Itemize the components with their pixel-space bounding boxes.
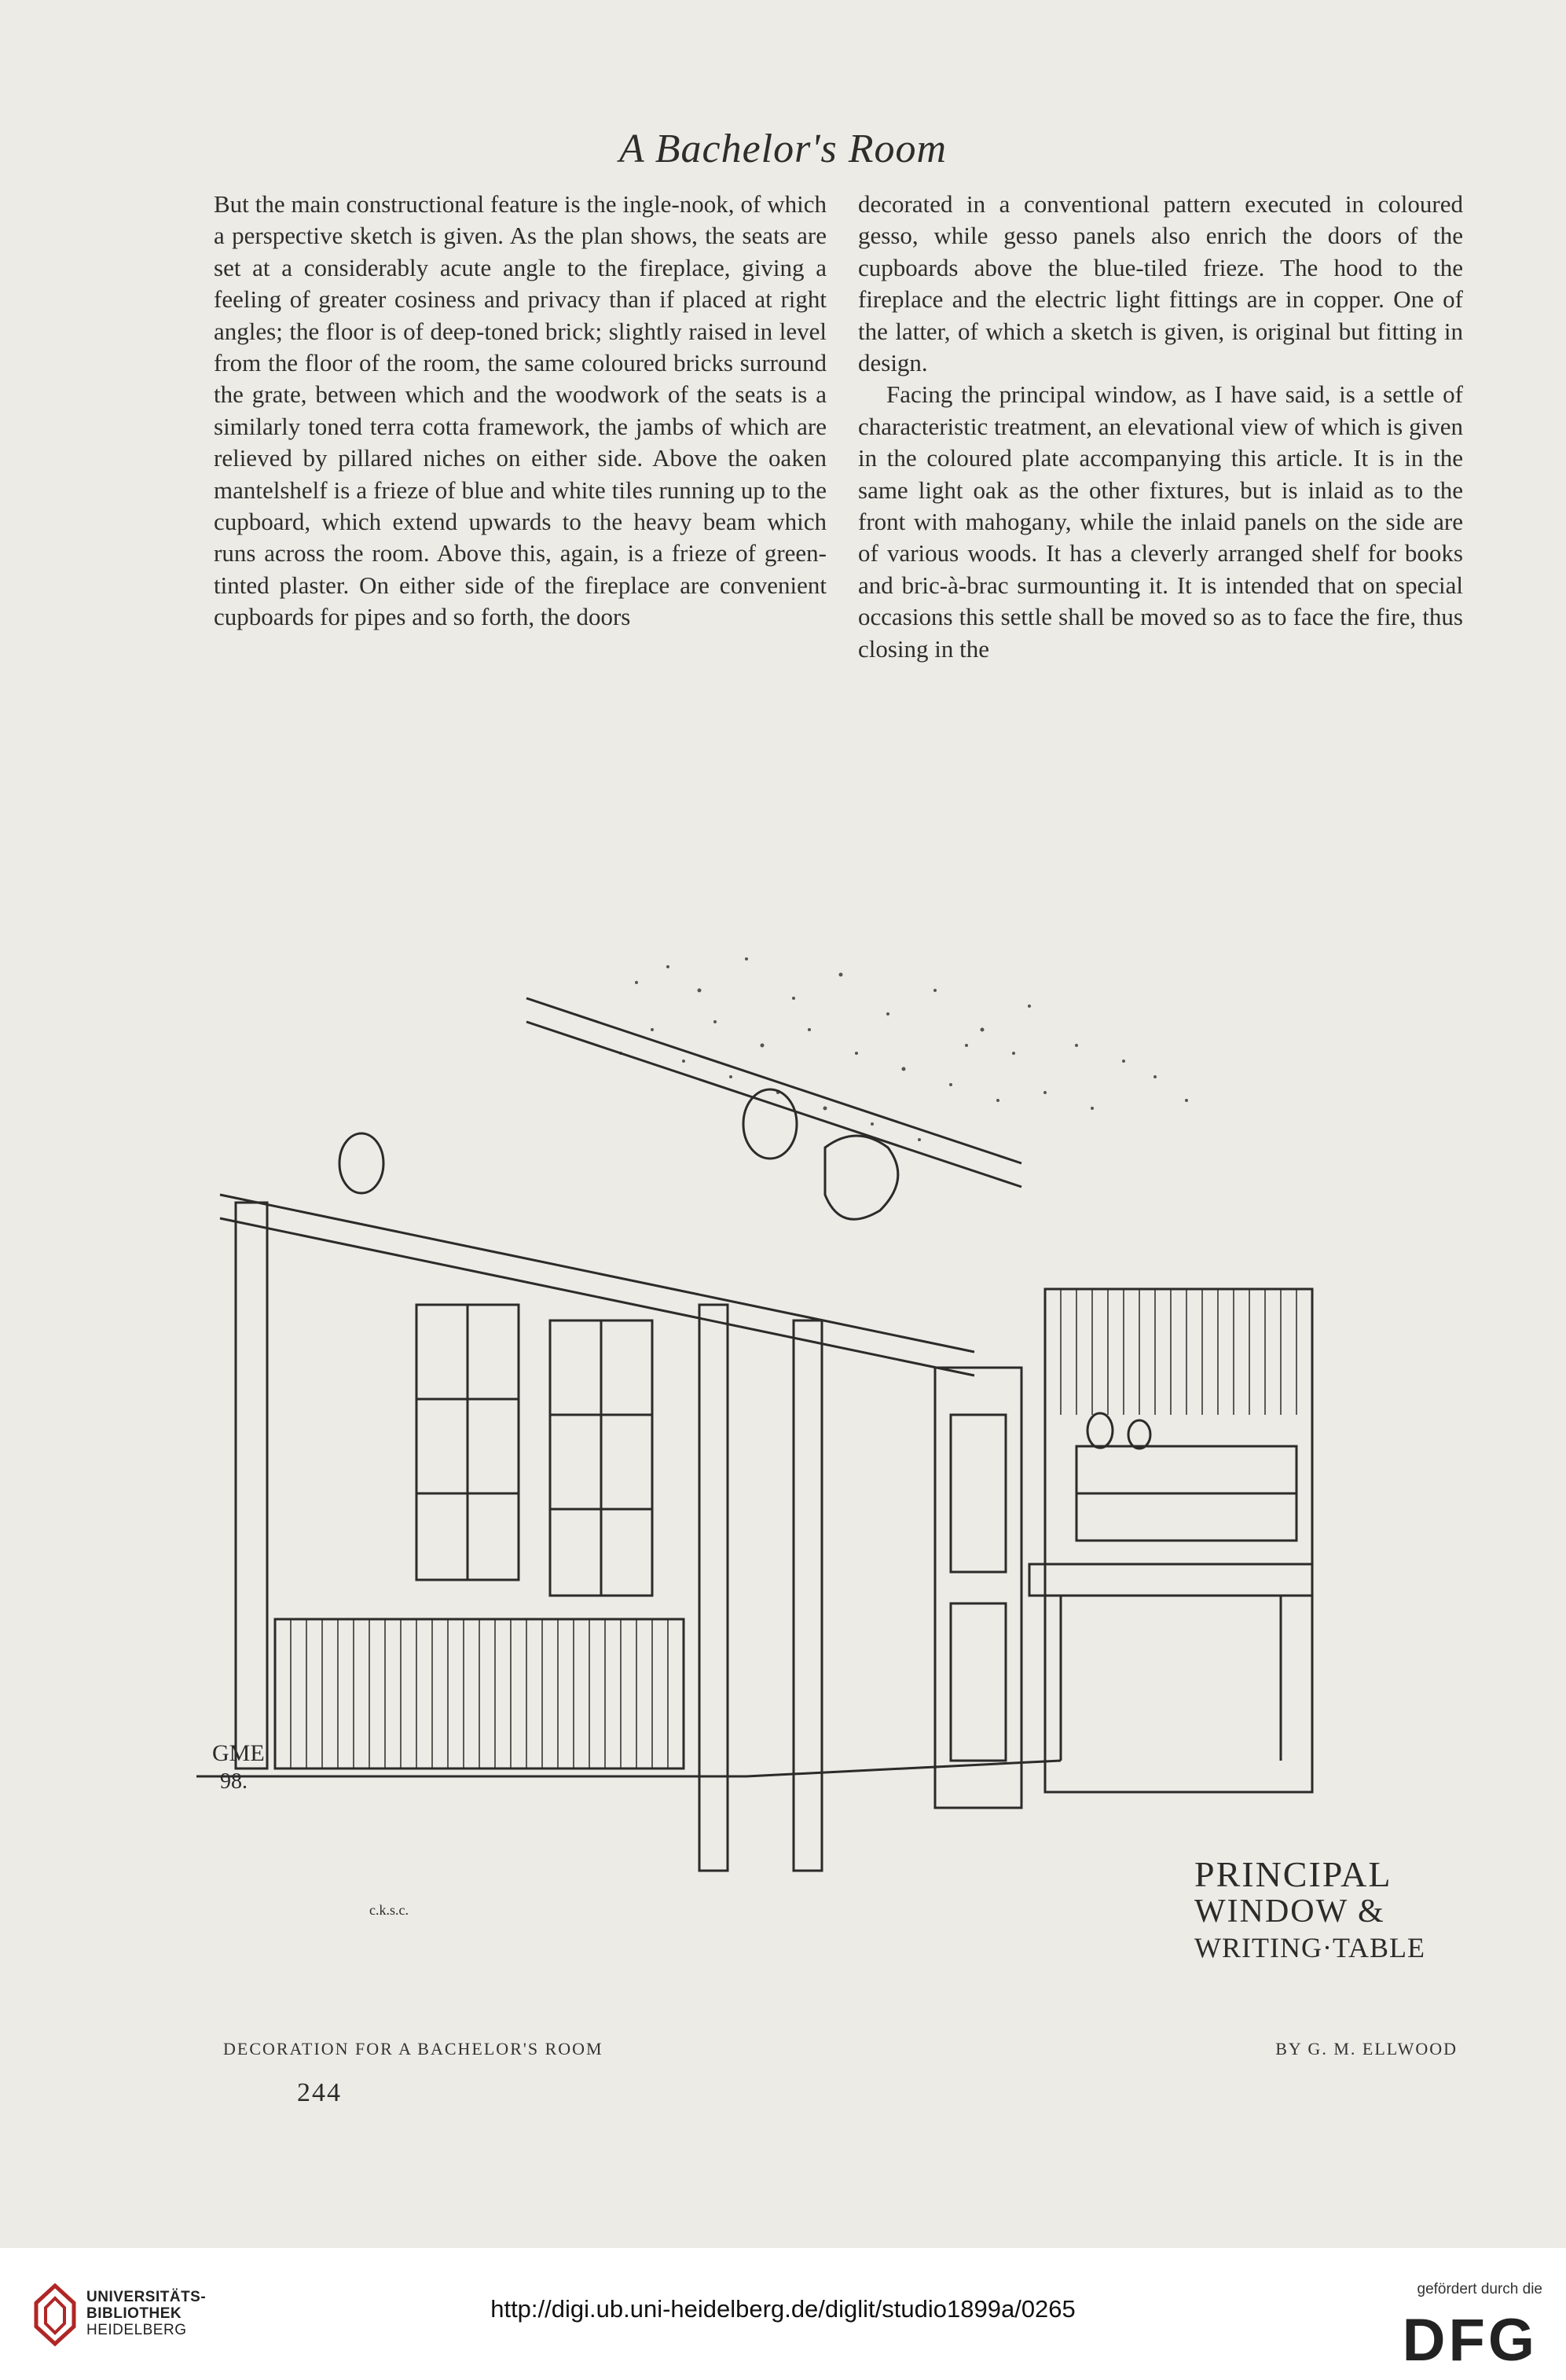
right-column <box>858 189 1463 665</box>
artist-monogram-line-2: 98. <box>220 1769 248 1794</box>
plate-caption: DECORATION FOR A BACHELOR'S ROOM <box>223 2039 603 2059</box>
library-line-1: UNIVERSITÄTS- <box>86 2289 207 2305</box>
engraver-mark: c.k.s.c. <box>369 1902 409 1918</box>
illustration-title-line-2: WINDOW & <box>1194 1893 1385 1930</box>
library-line-2: BIBLIOTHEK <box>86 2305 182 2322</box>
ceiling-stipple <box>619 957 1188 1141</box>
right-paragraph-1: decorated in a conventional pattern executed in coloured gesso, while gesso panels also enrich the doors of the cupboards above the blue-tiled frieze. The hood to the fireplace and the electric light fittings are in copper. One of the latter, of which a sketch is given, is original but fitting in design. <box>858 190 1463 377</box>
artist-monogram-line-1: GME <box>212 1740 265 1766</box>
left-paragraph-1: But the main constructional feature is the ingle-nook, of which a perspective sketch is given. As the plan shows, the seats are set at a considerably acute angle to the fireplace, giving a feeling of greater cosiness and privacy than if placed at right angles; the floor is of deep-toned brick; slightly raised in level from the floor of the room, the same coloured bricks surround the grate, between which and the woodwork of the seats is a similarly toned terra cotta framework, the jambs of which are relieved by pillared niches on either side. Above the oaken mantelshelf is a frieze of blue and white tiles running up to the cupboard, which extend upwards to the heavy beam which runs across the room. Above this, again, is a frieze of green-tinted plaster. On either side of the fireplace are convenient cupboards for pipes and so forth, the doors <box>214 190 827 631</box>
illustration-title-line-1: PRINCIPAL <box>1194 1854 1392 1894</box>
plate-credit: BY G. M. ELLWOOD <box>1275 2039 1458 2059</box>
page-number: 244 <box>297 2078 342 2107</box>
left-column <box>214 189 827 634</box>
illustration-title-line-3: WRITING·TABLE <box>1194 1932 1426 1963</box>
running-head: A Bachelor's Room <box>618 127 948 171</box>
dfg-logo: DFG <box>1402 2307 1538 2374</box>
funding-note: gefördert durch die <box>1417 2281 1542 2297</box>
right-paragraph-2: Facing the principal window, as I have said, is a settle of characteristic treatment, an elevational view of which is given in the coloured plate accompanying this article. It is in the same light oak as the other fixtures, but is inlaid as to the front with mahogany, while the inlaid panels on the side are of various woods. It has a cleverly arranged shelf for books and bric-à-brac surmounting it. It is intended that on special occasions this settle shall be moved so as to face the fire, thus closing in the <box>858 380 1463 663</box>
digital-copy-url[interactable]: http://digi.ub.uni-heidelberg.de/diglit/studio1899a/0265 <box>490 2295 1076 2323</box>
ingle-nook-illustration <box>196 865 1485 1996</box>
library-line-3: HEIDELBERG <box>86 2322 187 2338</box>
